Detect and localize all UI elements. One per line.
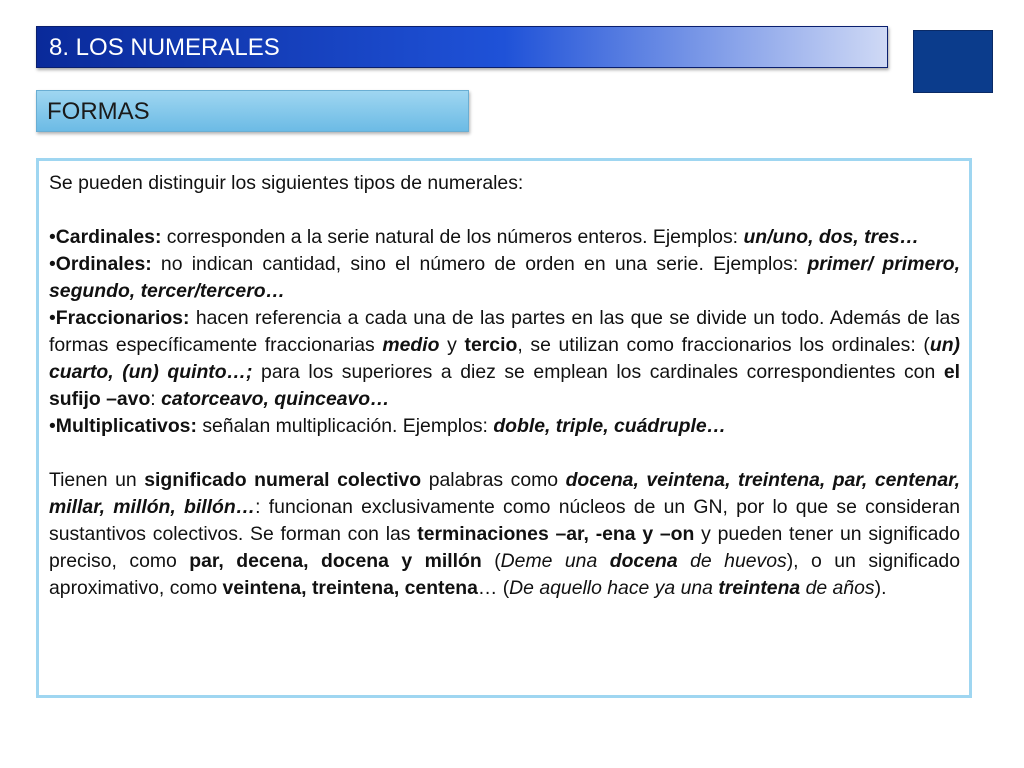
section-bar [36, 90, 469, 132]
word-tercio: tercio [464, 334, 518, 356]
colectivo-text-2: palabras como [421, 469, 566, 491]
word-cuarto-quinto: cuarto, (un) quinto…; [49, 361, 253, 383]
colectivo-italic-3: De aquello hace ya una [509, 577, 719, 599]
colectivo-text-4: y pueden tener un significado preciso, como [49, 523, 960, 572]
colectivo-aproximativos: veintena, treintena, centena [222, 577, 478, 599]
examples-cardinales: un/uno, dos, tres… [743, 226, 920, 248]
text-ordinales: no indican cantidad, sino el número de orden en una serie. Ejemplos: [151, 253, 808, 275]
term-cardinales: Cardinales: [55, 226, 162, 248]
bullet-mark: • [49, 307, 56, 329]
colectivo-terminaciones: terminaciones –ar, -ena y –on [417, 523, 695, 545]
content-box [36, 158, 972, 698]
colectivo-bold-1: significado numeral colectivo [144, 469, 422, 491]
word-medio: medio [382, 334, 440, 356]
colectivo-italic-1: Deme una [500, 550, 610, 572]
examples-multiplicativos: doble, triple, cuádruple… [493, 415, 727, 437]
decorative-square [913, 30, 993, 93]
term-ordinales: Ordinales: [55, 253, 152, 275]
text-multiplicativos: señalan multiplicación. Ejemplos: [196, 415, 494, 437]
term-multiplicativos: Multiplicativos: [55, 415, 197, 437]
spacer [49, 197, 960, 224]
term-fraccionarios: Fraccionarios: [55, 307, 190, 329]
intro-paragraph [49, 170, 960, 197]
bullet-mark: • [49, 226, 56, 248]
colectivo-italic-2: de huevos [677, 550, 787, 572]
bullet-mark: • [49, 253, 56, 275]
bullet-cardinales [49, 224, 960, 251]
colectivo-text-1: Tienen un [49, 469, 145, 491]
intro-text: Se pueden distinguir los siguientes tipos de numerales: [49, 172, 524, 194]
text-fraccionarios-3: , se utilizan como fraccionarios los ordinales: ( [517, 334, 930, 356]
bullet-ordinales [49, 251, 960, 305]
colectivo-italic-4: de años [800, 577, 875, 599]
bullet-multiplicativos [49, 413, 960, 440]
text-fraccionarios-1: hacen referencia a cada una de las partes en las que se divide un todo. Además de las formas específicamente fraccionarias [49, 307, 960, 356]
text-fraccionarios-5: : [150, 388, 162, 410]
title-bar [36, 26, 888, 68]
text-fraccionarios-2: y [439, 334, 465, 356]
colectivo-paragraph [49, 467, 960, 602]
slide-title: 8. LOS NUMERALES [49, 34, 280, 61]
examples-ordinales: primer/ primero, segundo, tercer/tercero… [49, 253, 961, 302]
colectivo-examples: docena, veintena, treintena, par, centenar, millar, millón, billón… [49, 469, 960, 518]
colectivo-docena: docena [609, 550, 678, 572]
colectivo-text-6: ), o un significado aproximativo, como [49, 550, 960, 599]
word-sufijo: el sufijo –avo [49, 361, 960, 410]
spacer [49, 440, 960, 467]
word-un: un) [929, 334, 960, 356]
colectivo-text-3: : funcionan exclusivamente como núcleos de un GN, por lo que se consideran sustantivos colectivos. Se forman con las [49, 496, 960, 545]
colectivo-precisos: par, decena, docena y millón [189, 550, 482, 572]
bullet-mark: • [49, 415, 56, 437]
section-title: FORMAS [47, 98, 150, 125]
text-fraccionarios-4: para los superiores a diez se emplean los cardinales correspondientes con [252, 361, 944, 383]
colectivo-treintena: treintena [718, 577, 801, 599]
examples-fraccionarios: catorceavo, quinceavo… [161, 388, 390, 410]
colectivo-text-8: ). [874, 577, 887, 599]
text-cardinales: corresponden a la serie natural de los números enteros. Ejemplos: [161, 226, 744, 248]
colectivo-text-5: ( [481, 550, 501, 572]
bullet-fraccionarios [49, 305, 960, 413]
colectivo-text-7: … ( [477, 577, 510, 599]
